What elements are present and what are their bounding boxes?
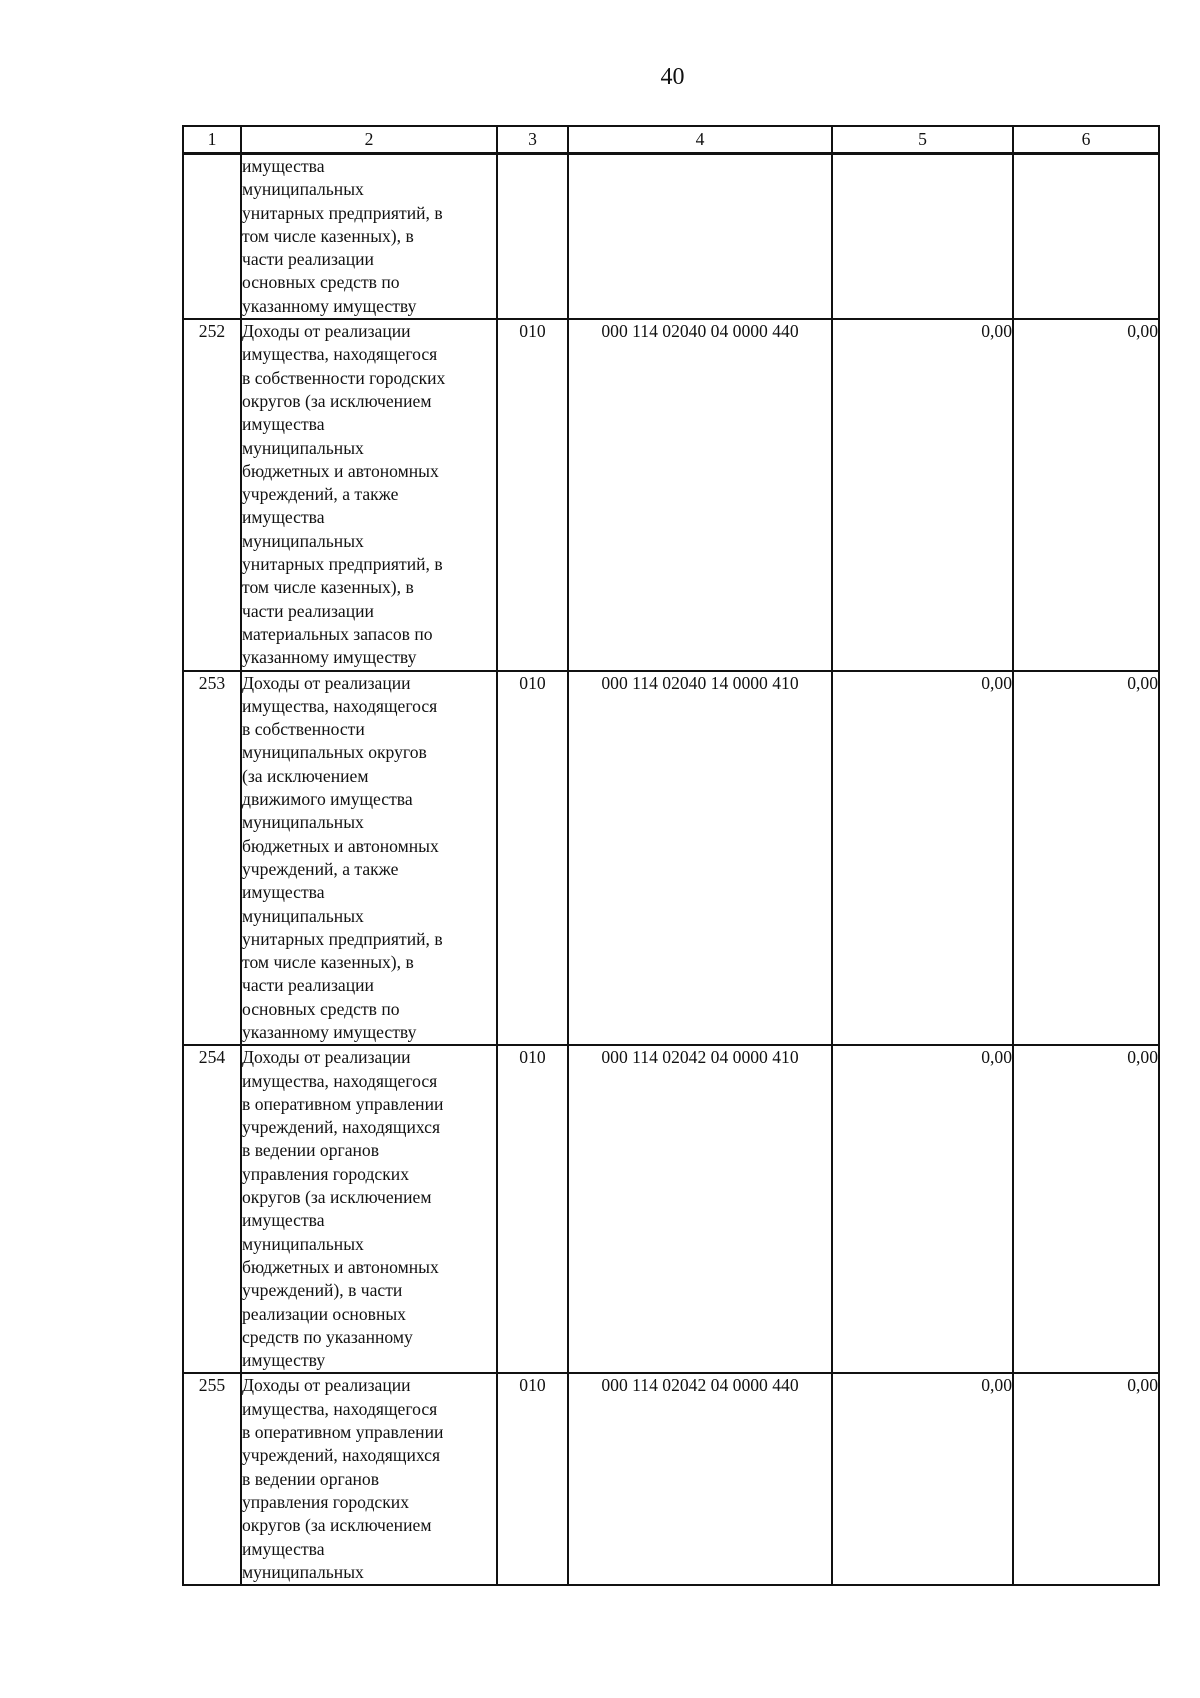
description-line: унитарных предприятий, в: [242, 202, 443, 223]
description-line: имущества, находящегося: [242, 695, 438, 716]
description-line: округов (за исключением: [242, 390, 432, 411]
description-line: имущества: [242, 1538, 325, 1559]
description-line: том числе казенных), в: [242, 225, 414, 246]
description-line: в ведении органов: [242, 1140, 380, 1161]
budget-table: [182, 125, 1160, 1586]
value-col-6: 0,00: [1013, 671, 1159, 1046]
description-line: Доходы от реализации: [242, 672, 411, 693]
table-row: [183, 319, 1159, 670]
value-col-5: [832, 154, 1013, 320]
row-line-code: [497, 154, 568, 320]
description-line: имущества: [242, 507, 325, 528]
description-line: имущества, находящегося: [242, 1070, 438, 1091]
description-line: материальных запасов по: [242, 623, 433, 644]
description-line: бюджетных и автономных: [242, 835, 439, 856]
description-line: в оперативном управлении: [242, 1093, 444, 1114]
header-col-4: 4: [568, 126, 832, 154]
description-line: части реализации: [242, 600, 374, 621]
row-number: 254: [183, 1045, 241, 1373]
row-description: [241, 671, 497, 1046]
description-line: части реализации: [242, 975, 374, 996]
description-line: учреждений, а также: [242, 484, 399, 505]
description-line: основных средств по: [242, 272, 400, 293]
value-col-5: 0,00: [832, 1045, 1013, 1373]
description-line: том числе казенных), в: [242, 577, 414, 598]
description-line: имущества: [242, 882, 325, 903]
description-line: средств по указанному: [242, 1326, 413, 1347]
table-header-row: [183, 126, 1159, 154]
row-line-code: 010: [497, 1045, 568, 1373]
row-line-code: 010: [497, 1373, 568, 1585]
header-col-3: 3: [497, 126, 568, 154]
description-line: округов (за исключением: [242, 1515, 432, 1536]
description-line: муниципальных: [242, 812, 364, 833]
description-line: Доходы от реализации: [242, 1047, 411, 1068]
description-line: в собственности городских: [242, 367, 446, 388]
value-col-5: 0,00: [832, 1373, 1013, 1585]
row-description: [241, 1045, 497, 1373]
description-line: муниципальных: [242, 179, 364, 200]
description-line: управления городских: [242, 1491, 409, 1512]
description-line: Доходы от реализации: [242, 1375, 411, 1396]
description-line: движимого имущества: [242, 789, 413, 810]
budget-classification-code: 000 114 02040 04 0000 440: [568, 319, 832, 670]
description-line: части реализации: [242, 249, 374, 270]
row-line-code: 010: [497, 671, 568, 1046]
header-col-6: 6: [1013, 126, 1159, 154]
row-number: 252: [183, 319, 241, 670]
description-line: муниципальных: [242, 905, 364, 926]
value-col-6: 0,00: [1013, 1045, 1159, 1373]
description-line: имущества: [242, 414, 325, 435]
table-row: [183, 671, 1159, 1046]
description-line: муниципальных: [242, 530, 364, 551]
description-line: указанному имуществу: [242, 647, 417, 668]
description-line: унитарных предприятий, в: [242, 554, 443, 575]
header-col-1: 1: [183, 126, 241, 154]
description-line: муниципальных: [242, 1233, 364, 1254]
row-number: [183, 154, 241, 320]
description-line: в ведении органов: [242, 1468, 380, 1489]
description-line: Доходы от реализации: [242, 321, 411, 342]
description-line: имущества, находящегося: [242, 344, 438, 365]
budget-classification-code: 000 114 02040 14 0000 410: [568, 671, 832, 1046]
budget-classification-code: [568, 154, 832, 320]
description-line: бюджетных и автономных: [242, 1256, 439, 1277]
table-row: [183, 1373, 1159, 1585]
value-col-6: [1013, 154, 1159, 320]
description-line: имущества: [242, 156, 325, 176]
header-col-5: 5: [832, 126, 1013, 154]
description-line: муниципальных: [242, 1561, 364, 1582]
description-line: учреждений), в части: [242, 1280, 403, 1301]
value-col-6: 0,00: [1013, 319, 1159, 670]
value-col-6: 0,00: [1013, 1373, 1159, 1585]
description-line: учреждений, находящихся: [242, 1445, 441, 1466]
row-number: 253: [183, 671, 241, 1046]
description-line: реализации основных: [242, 1303, 406, 1324]
value-col-5: 0,00: [832, 671, 1013, 1046]
row-number: 255: [183, 1373, 241, 1585]
description-line: (за исключением: [242, 765, 369, 786]
table-row: [183, 154, 1159, 320]
description-line: учреждений, а также: [242, 858, 399, 879]
row-line-code: 010: [497, 319, 568, 670]
row-description: [241, 154, 497, 320]
description-line: унитарных предприятий, в: [242, 928, 443, 949]
description-line: имущества, находящегося: [242, 1398, 438, 1419]
description-line: муниципальных округов: [242, 742, 427, 763]
description-line: в собственности: [242, 719, 365, 740]
budget-classification-code: 000 114 02042 04 0000 410: [568, 1045, 832, 1373]
row-description: [241, 1373, 497, 1585]
description-line: управления городских: [242, 1163, 409, 1184]
value-col-5: 0,00: [832, 319, 1013, 670]
row-description: [241, 319, 497, 670]
description-line: имуществу: [242, 1350, 326, 1371]
description-line: округов (за исключением: [242, 1187, 432, 1208]
description-line: том числе казенных), в: [242, 952, 414, 973]
description-line: бюджетных и автономных: [242, 460, 439, 481]
table-body: [183, 154, 1159, 1586]
header-col-2: 2: [241, 126, 497, 154]
description-line: имущества: [242, 1210, 325, 1231]
table-row: [183, 1045, 1159, 1373]
description-line: учреждений, находящихся: [242, 1117, 441, 1138]
description-line: муниципальных: [242, 437, 364, 458]
description-line: указанному имуществу: [242, 295, 417, 316]
budget-classification-code: 000 114 02042 04 0000 440: [568, 1373, 832, 1585]
description-line: указанному имуществу: [242, 1021, 417, 1042]
description-line: основных средств по: [242, 998, 400, 1019]
description-line: в оперативном управлении: [242, 1422, 444, 1443]
page-number: 40: [660, 64, 685, 90]
